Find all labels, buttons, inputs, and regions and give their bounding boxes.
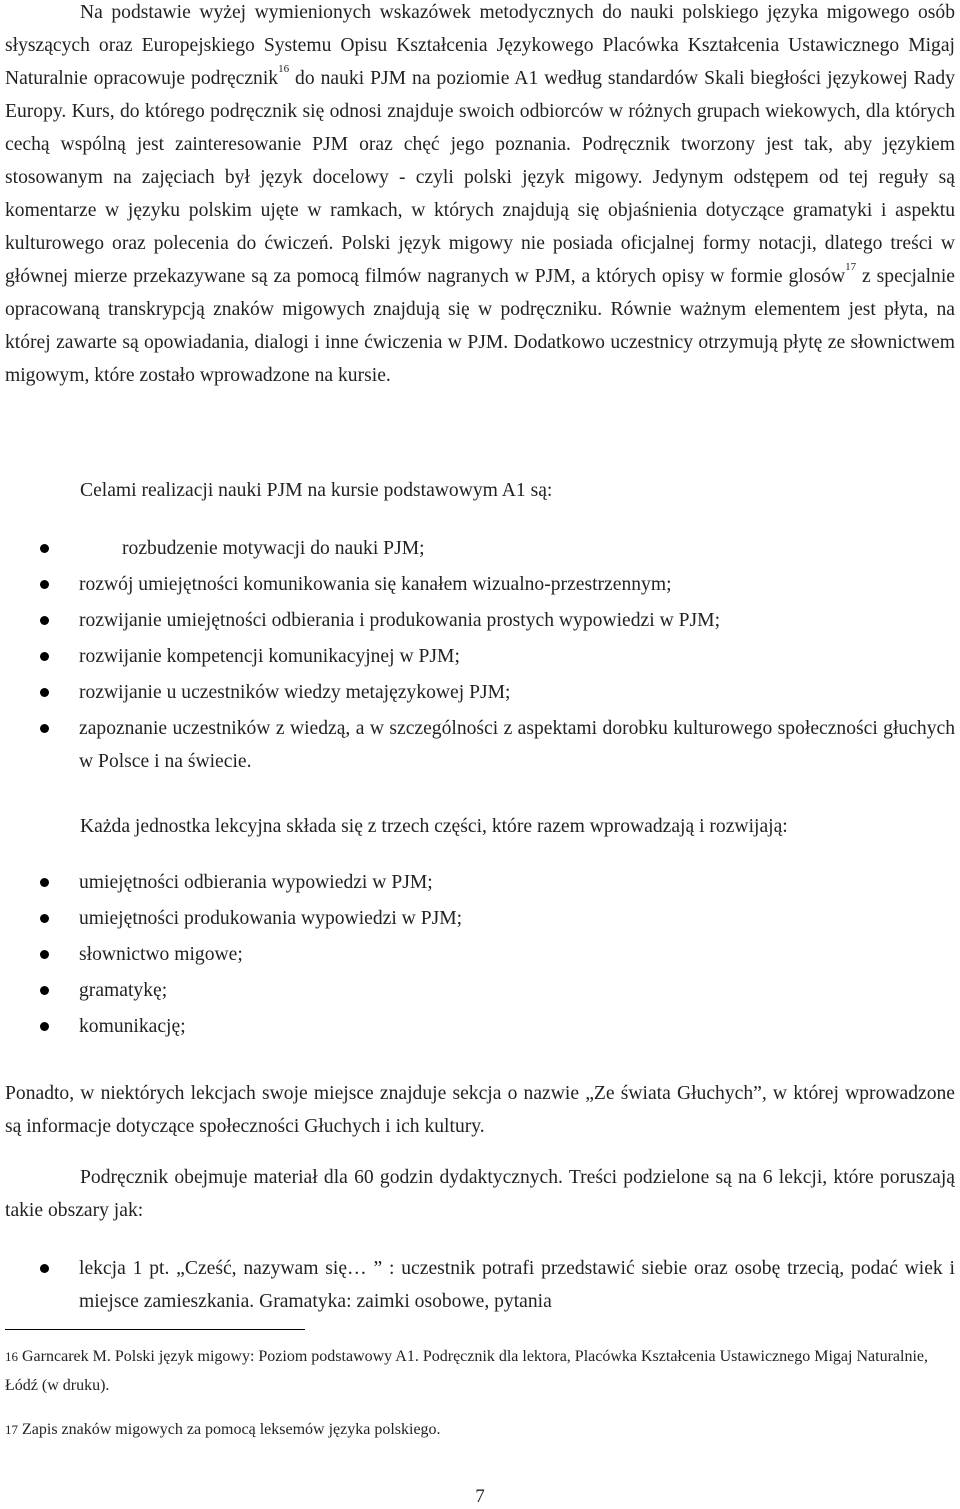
goals-intro: Celami realizacji nauki PJM na kursie podstawowym A1 są: xyxy=(80,480,553,501)
units-list xyxy=(0,866,955,1046)
list-item: rozwijanie u uczestników wiedzy metajęzykowej PJM; xyxy=(0,676,955,709)
list-item: zapoznanie uczestników z wiedzą, a w szczególności z aspektami dorobku kulturowego społeczności głuchych w Polsce i na świecie. xyxy=(0,712,955,778)
intro-text-3: z specjalnie opracowaną transkrypcją znaków migowych znajdują się w podręczniku. Równie ważnym elementem jest płyta, na której zawarte są opowiadania, dialogi i inne ćwiczenia w PJM. Dodatkowo uczestnicy otrzymują płytę ze słownictwem migowym, które zostało wprowadzone na kursie. xyxy=(5,266,955,386)
footnote-ref-16[interactable]: 16 xyxy=(278,63,290,75)
bullet-icon xyxy=(40,616,49,625)
bullet-icon xyxy=(40,652,49,661)
footnote-17: $^{17}$ Zapis znaków migowych za pomocą leksemów języka polskiego. xyxy=(5,1421,441,1438)
bullet-icon xyxy=(40,580,49,589)
bullet-icon xyxy=(40,1264,49,1273)
footnote-16: $^{16}$ Garncarek M. Polski język migowy: Poziom podstawowy A1. Podręcznik dla lektora, Placówka Kształcenia Ustawicznego Migaj Naturalnie, Łódź (w druku). xyxy=(5,1348,928,1394)
units-intro: Każda jednostka lekcyjna składa się z trzech części, które razem wprowadzają i rozwijają: xyxy=(80,816,788,837)
bullet-icon xyxy=(40,986,49,995)
list-item: umiejętności odbierania wypowiedzi w PJM; xyxy=(0,866,955,899)
list-item: umiejętności produkowania wypowiedzi w PJM; xyxy=(0,902,955,935)
intro-text-2: do nauki PJM na poziomie A1 według standardów Skali biegłości językowej Rady Europy. Kurs, do którego podręcznik się odnosi znajduje swoich odbiorców w różnych grupach wiekowych, dla których cechą wspólną jest zainteresowanie PJM oraz chęć jego poznania. Podręcznik tworzony jest tak, aby językiem stosowanym na zajęciach był język docelowy - czyli polski język migowy. Jedynym odstępem od tej reguły są komentarze w języku polskim ujęte w ramkach, w których znajdują się objaśnienia dotyczące gramatyki i aspektu kulturowego oraz polecenia do ćwiczeń. Polski język migowy nie posiada oficjalnej formy notacji, dlatego treści w głównej mierze przekazywane są za pomocą filmów nagranych w PJM, a których opisy w formie glosów xyxy=(5,68,955,287)
list-item: słownictwo migowe; xyxy=(0,938,955,971)
page-number: 7 xyxy=(475,1486,485,1507)
bullet-icon xyxy=(40,1022,49,1031)
list-item: rozwijanie umiejętności odbierania i produkowania prostych wypowiedzi w PJM; xyxy=(0,604,955,637)
footnote-divider xyxy=(5,1329,305,1330)
intro-text: Na podstawie wyżej wymienionych wskazówek metodycznych do nauki polskiego języka migowego osób słyszących oraz Europejskiego Systemu Opisu Kształcenia Językowego Placówka Kształcenia Ustawicznego Migaj Naturalnie opracowuje podręcznik xyxy=(5,2,955,89)
goals-list xyxy=(0,532,955,781)
list-item: rozwój umiejętności komunikowania się kanałem wizualno-przestrzennym; xyxy=(0,568,955,601)
deaf-world-paragraph: Ponadto, w niektórych lekcjach swoje miejsce znajduje sekcja o nazwie „Ze świata Głuchych”, w której wprowadzone są informacje dotyczące społeczności Głuchych i ich kultury. xyxy=(5,1083,955,1137)
lessons-list xyxy=(0,1252,955,1318)
list-item: gramatykę; xyxy=(0,974,955,1007)
bullet-icon xyxy=(40,688,49,697)
list-item: rozwijanie kompetencji komunikacyjnej w PJM; xyxy=(0,640,955,673)
intro-paragraph xyxy=(5,0,955,392)
bullet-icon xyxy=(40,878,49,887)
footnote-ref-17[interactable]: 17 xyxy=(845,261,857,273)
list-item: komunikację; xyxy=(0,1010,955,1043)
bullet-icon xyxy=(40,544,49,553)
bullet-icon xyxy=(40,950,49,959)
list-item: lekcja 1 pt. „Cześć, nazywam się… ” : uczestnik potrafi przedstawić siebie oraz osobę trzecią, podać wiek i miejsce zamieszkania. Gramatyka: zaimki osobowe, pytania xyxy=(0,1252,955,1318)
bullet-icon xyxy=(40,724,49,733)
bullet-icon xyxy=(40,914,49,923)
material-paragraph: Podręcznik obejmuje materiał dla 60 godzin dydaktycznych. Treści podzielone są na 6 lekcji, które poruszają takie obszary jak: xyxy=(5,1167,955,1221)
list-item: rozbudzenie motywacji do nauki PJM; xyxy=(0,532,955,565)
